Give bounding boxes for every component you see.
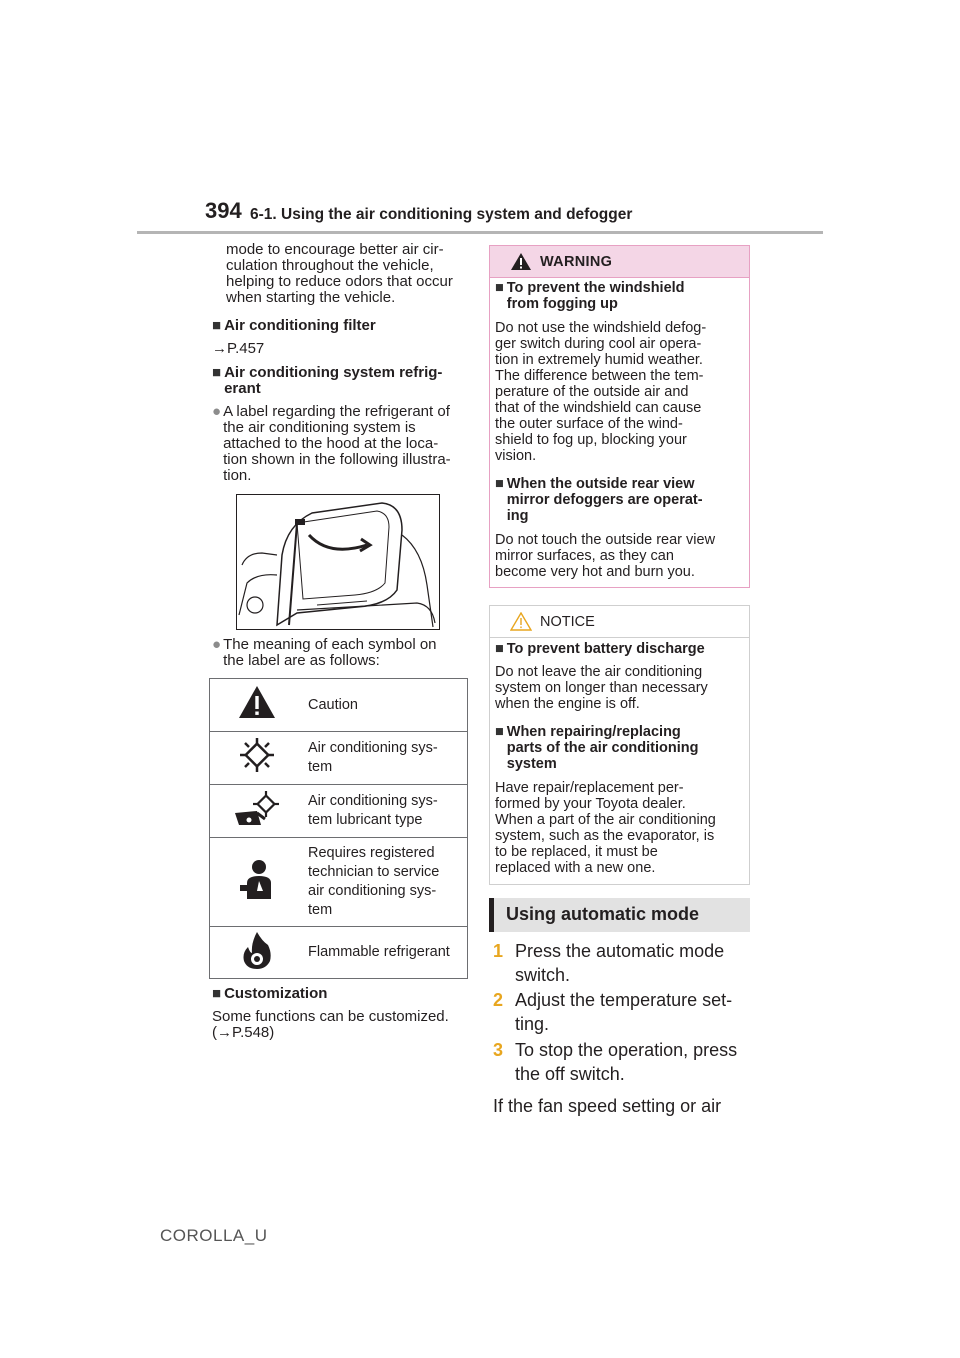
header-rule [137,231,823,234]
trailing-text: If the fan speed setting or air [493,1096,722,1116]
symbol-table [209,678,468,979]
table-row [210,927,468,979]
technician-icon [210,838,305,927]
round-bullet-icon: ● [212,403,222,420]
table-row [210,679,468,732]
notice-box [489,605,750,885]
notice-triangle-icon [510,612,532,631]
square-bullet-icon: ■ [495,724,504,740]
square-bullet-icon: ■ [212,317,222,334]
automatic-mode-heading: Using automatic mode [489,898,750,932]
warning-header [490,246,749,278]
warning-text-2: Do not touch the outside rear view mirror surfaces, as they can become very hot and burn you. [495,532,716,580]
warning-text-1: Do not use the windshield defog- ger switch during cool air opera- tion in extremely humid weather. The difference between the tem- perature of the outside air and that of the windshield can cause the outer surface of the wind- shield to fog up, blocking your vision. [495,320,707,464]
round-bullet-icon: ● [212,636,222,653]
filter-ref-link[interactable]: →P.457 [212,340,265,357]
symbol-label: Caution [304,679,468,732]
square-bullet-icon: ■ [495,476,504,492]
intro-text: mode to encourage better air cir- culation throughout the vehicle, helping to reduce odors that occur when starting the vehicle. [226,241,453,306]
symbol-label: Requires registered technician to service air conditioning sys- tem [304,838,468,927]
page-number: 394 [205,198,242,223]
notice-divider [490,637,749,638]
symbol-label: Air conditioning sys- tem [304,732,468,785]
symbol-label: Air conditioning sys- tem lubricant type [304,785,468,838]
footer-model: COROLLA_U [160,1226,268,1245]
square-bullet-icon: ■ [495,641,504,657]
warning-box [489,245,750,588]
warning-heading-2: ■ When the outside rear view mirror defoggers are operat- ing [495,476,703,524]
square-bullet-icon: ■ [212,985,222,1002]
customization-text: Some functions can be customized. (→P.548) [212,1008,449,1041]
filter-heading: ■ Air conditioning filter [212,317,376,334]
step-2: 2 Adjust the temperature set- ting. [493,990,733,1034]
notice-text-1: Do not leave the air conditioning system on longer than necessary when the engine is off. [495,664,708,712]
section-title: 6-1. Using the air conditioning system and defogger [250,206,633,223]
flammable-icon [210,927,305,979]
notice-text-2: Have repair/replacement per- formed by your Toyota dealer. When a part of the air conditioning system, such as the evaporator, is to be replaced, it must be replaced with a new one. [495,780,716,876]
notice-label: NOTICE [540,614,595,630]
warning-label: WARNING [540,254,613,270]
step-3: 3 To stop the operation, press the off switch. [493,1040,738,1084]
notice-heading-1: ■ To prevent battery discharge [495,641,705,657]
refrig-heading: ■ Air conditioning system refrig- erant [212,364,443,397]
square-bullet-icon: ■ [212,364,222,381]
table-row [210,785,468,838]
notice-heading-2: ■ When repairing/replacing parts of the air conditioning system [495,724,699,772]
table-row [210,838,468,927]
ac-lubricant-icon [210,785,305,838]
step-1: 1 Press the automatic mode switch. [493,941,725,985]
symbol-label: Flammable refrigerant [304,927,468,979]
square-bullet-icon: ■ [495,280,504,296]
table-row [210,732,468,785]
customization-heading: ■ Customization [212,985,328,1002]
ac-system-icon [210,732,305,785]
caution-triangle-icon [210,679,305,732]
refrig-bullet: ● A label regarding the refrigerant of the air conditioning system is attached to the hood at the loca- tion shown in the following illustra- tion. [212,403,451,484]
warning-heading-1: ■ To prevent the windshield from fogging up [495,280,685,312]
hood-label-illustration [236,494,440,630]
warning-triangle-icon [510,252,532,271]
meaning-bullet: ● The meaning of each symbol on the label are as follows: [212,636,437,669]
